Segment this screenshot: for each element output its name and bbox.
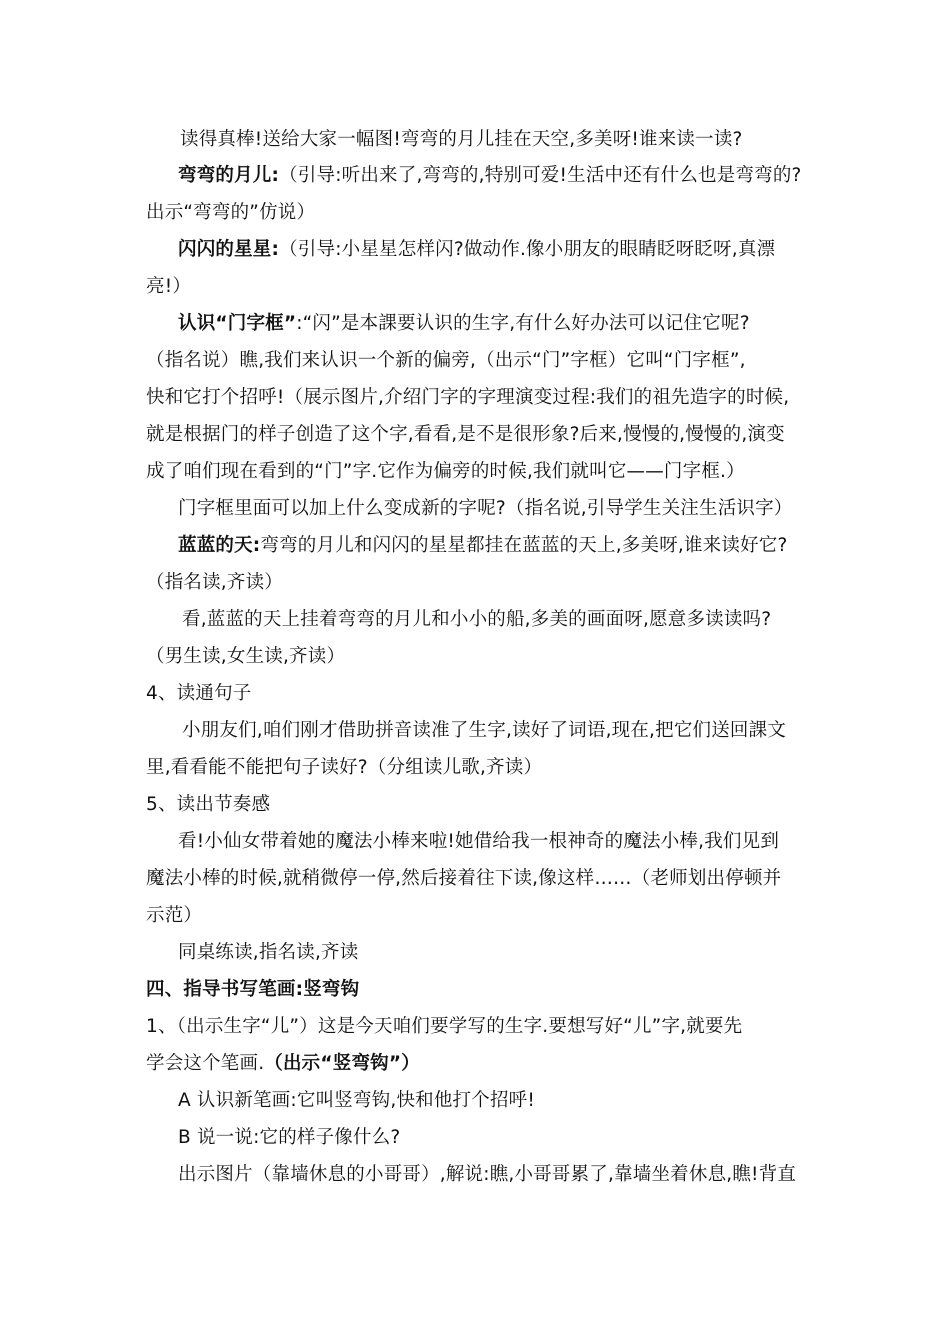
paragraph-line [178,497,793,521]
line-text: （引导:小星星怎样闪?做动作.像小朋友的眼睛眨呀眨呀,真漂 [279,239,776,260]
paragraph-line [178,238,775,262]
line-text: 快和它打个招呼!（展示图片,介绍门字的字理演变过程:我们的祖先造字的时候, [146,387,790,408]
line-text: 看,蓝蓝的天上挂着弯弯的月儿和小小的船,多美的画面呀,愿意多读读吗? [182,609,772,630]
paragraph-line [146,904,202,928]
bold-note: （出示“竖弯钩”） [264,1053,420,1074]
line-text: 亮!） [146,276,192,297]
paragraph-line [146,201,315,225]
line-text: 读得真棒!送给大家一幅图!弯弯的月儿挂在天空,多美呀!谁来读一读? [180,129,743,150]
term-label: 蓝蓝的天: [178,535,261,556]
line-text: B 说一说:它的样子像什么? [178,1127,401,1148]
paragraph-line [178,312,750,336]
line-text: （男生读,女生读,齐读） [146,646,346,667]
paragraph-line [182,608,771,632]
line-text: A 认识新笔画:它叫竖弯钩,快和他打个招呼! [178,1090,535,1111]
line-text: 魔法小棒的时候,就稍微停一停,然后接着往下读,像这样……（老师划出停顿并 [146,868,782,889]
paragraph-line [146,756,542,780]
paragraph-line [146,460,745,484]
line-text: 成了咱们现在看到的“门”字.它作为偏旁的时候,我们就叫它——门字框.） [146,461,745,482]
paragraph-line [146,645,345,669]
line-text: 小朋友们,咱们刚才借助拼音读准了生字,读好了词语,现在,把它们送回課文 [182,720,787,741]
section-heading [146,978,359,1002]
paragraph-line [178,830,779,854]
paragraph-line [182,719,786,743]
line-text: 出示图片（靠墙休息的小哥哥）,解说:瞧,小哥哥累了,靠墙坐着休息,瞧!背直 [178,1164,797,1185]
step-heading [146,682,251,706]
paragraph-line [146,423,785,447]
paragraph-line [146,867,781,891]
line-text: （引导:听出来了,弯弯的,特别可爱!生活中还有什么也是弯弯的? [279,165,802,186]
line-text: 示范） [146,905,203,926]
paragraph-line [178,941,358,965]
line-text: 出示“弯弯的”仿说） [146,202,316,223]
paragraph-line [146,1015,742,1039]
paragraph-line [178,534,788,558]
line-text: 里,看看能不能把句子读好?（分组读儿歌,齐读） [146,757,543,778]
paragraph-line [180,128,743,152]
line-text: （指名说）瞧,我们来认识一个新的偏旁,（出示“门”字框）它叫“门字框”, [146,350,746,371]
line-text: 看!小仙女带着她的魔法小棒来啦!她借给我一根神奇的魔法小棒,我们见到 [178,831,780,852]
paragraph-line [146,275,191,299]
paragraph-line [178,164,802,188]
paragraph-line [178,1163,796,1187]
line-text: 1、（出示生字“儿”）这是今天咱们要学写的生字.要想写好“儿”字,就要先 [146,1016,743,1037]
line-text: :“闪”是本課要认识的生字,有什么好办法可以记住它呢? [296,313,750,334]
line-text: 4、读通句子 [146,683,252,704]
paragraph-line [178,1089,535,1113]
term-label: 认识“门字框” [178,313,297,334]
term-label: 弯弯的月儿: [178,165,280,186]
line-text: 5、读出节奏感 [146,794,271,815]
line-text: 学会这个笔画. [146,1053,265,1074]
line-text: 同桌练读,指名读,齐读 [178,942,359,963]
line-text: 弯弯的月儿和闪闪的星星都挂在蓝蓝的天上,多美呀,谁来读好它? [260,535,788,556]
paragraph-line [178,1126,400,1150]
term-label: 闪闪的星星: [178,239,280,260]
paragraph-line [146,386,789,410]
step-heading [146,793,270,817]
paragraph-line [146,571,283,595]
paragraph-line [146,1052,420,1076]
paragraph-line [146,349,746,373]
section-heading-text: 四、指导书写笔画:竖弯钩 [146,979,360,1000]
line-text: 就是根据门的样子创造了这个字,看看,是不是很形象?后来,慢慢的,慢慢的,演变 [146,424,785,445]
line-text: （指名读,齐读） [146,572,283,593]
line-text: 门字框里面可以加上什么变成新的字呢?（指名说,引导学生关注生活识字） [178,498,793,519]
